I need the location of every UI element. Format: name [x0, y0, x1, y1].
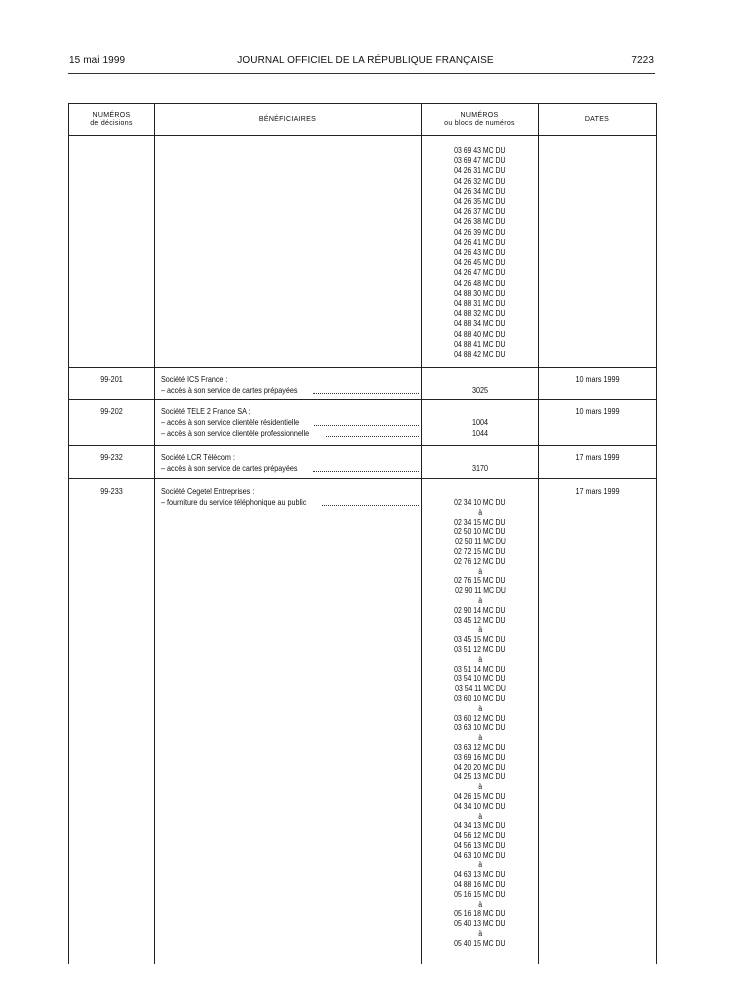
- decision-date: 10 mars 1999: [575, 375, 620, 384]
- header-numeros-line2: ou blocs de numéros: [444, 119, 515, 127]
- number-entry: à: [478, 566, 482, 576]
- row-divider: [69, 399, 656, 400]
- number-entry: à: [478, 899, 482, 909]
- number-entry: 04 88 32 MC DU: [454, 309, 506, 319]
- number-entry: 03 69 16 MC DU: [454, 752, 506, 762]
- header-date: 15 mai 1999: [69, 55, 126, 66]
- header-decisions-line1: NUMÉROS: [92, 111, 131, 119]
- leader-dots: [313, 393, 419, 394]
- number-entry: 03 60 12 MC DU: [454, 713, 506, 723]
- number-entry: 04 26 15 MC DU: [454, 791, 506, 801]
- column-divider: [154, 104, 155, 964]
- number-value-text: 1004: [471, 418, 489, 427]
- number-entry: à: [478, 595, 482, 605]
- service-line: [161, 463, 419, 474]
- number-entry: 03 51 12 MC DU: [454, 644, 506, 654]
- number-entry: 04 26 31 MC DU: [454, 166, 506, 176]
- header-rule-bottom: [69, 135, 656, 136]
- number-entry: 04 63 13 MC DU: [454, 870, 506, 880]
- number-entry: à: [478, 733, 482, 743]
- company-name: Société Cegetel Entreprises :: [161, 487, 255, 496]
- number-entry: 02 34 10 MC DU: [454, 498, 506, 507]
- number-entry: 04 26 47 MC DU: [454, 268, 506, 278]
- number-entry: 02 50 10 MC DU: [454, 527, 506, 537]
- beneficiary-block: [161, 374, 419, 396]
- number-entry: 04 26 45 MC DU: [454, 258, 506, 268]
- service-line-text: – accès à son service de cartes prépayées: [161, 386, 298, 395]
- row-divider: [69, 367, 656, 368]
- beneficiary-block: [161, 486, 419, 508]
- number-entry: 03 51 14 MC DU: [454, 664, 506, 674]
- number-entry: 04 88 40 MC DU: [454, 329, 506, 339]
- number-entry: 03 63 10 MC DU: [454, 723, 506, 733]
- number-entry: à: [478, 654, 482, 664]
- decision-number: 99-201: [100, 375, 123, 384]
- number-entry: 02 50 11 MC DU: [454, 537, 506, 547]
- number-entry: 03 69 47 MC DU: [454, 156, 506, 166]
- number-entry: 04 56 12 MC DU: [454, 831, 506, 841]
- number-entry: à: [478, 703, 482, 713]
- number-entry: 02 76 12 MC DU: [454, 556, 506, 566]
- number-entry: 02 90 14 MC DU: [454, 605, 506, 615]
- header-decisions: [69, 104, 154, 135]
- header-dates-label: DATES: [584, 115, 610, 123]
- number-entry: 04 26 43 MC DU: [454, 248, 506, 258]
- header-numeros: [421, 104, 538, 135]
- service-line: [161, 428, 419, 439]
- service-line: [161, 385, 419, 396]
- beneficiary-block: [161, 452, 419, 474]
- header-dates: [538, 104, 656, 135]
- number-entry: 04 34 13 MC DU: [454, 821, 506, 831]
- number-entry: 04 88 41 MC DU: [454, 339, 506, 349]
- number-entry: 04 26 48 MC DU: [454, 278, 506, 288]
- journal-title: JOURNAL OFFICIEL DE LA RÉPUBLIQUE FRANÇAISE: [237, 55, 494, 66]
- number-entry: 03 60 10 MC DU: [454, 693, 506, 703]
- header-numeros-line1: NUMÉROS: [460, 111, 499, 119]
- company-name: Société ICS France :: [161, 375, 228, 384]
- number-entry: 04 25 13 MC DU: [454, 772, 506, 782]
- number-entry: 03 63 12 MC DU: [454, 742, 506, 752]
- number-value-text: 3025: [471, 386, 489, 395]
- number-entry: 04 26 34 MC DU: [454, 186, 506, 196]
- number-entry: 04 88 30 MC DU: [454, 288, 506, 298]
- decision-number: 99-233: [100, 487, 123, 496]
- number-entry: 04 63 10 MC DU: [454, 850, 506, 860]
- continued-numbers: [421, 146, 539, 360]
- leader-dots: [326, 436, 419, 437]
- decision-date: 17 mars 1999: [575, 487, 620, 496]
- row-divider: [69, 445, 656, 446]
- leader-dots: [313, 471, 419, 472]
- number-entry: 04 26 38 MC DU: [454, 217, 506, 227]
- number-entry: à: [478, 929, 482, 939]
- number-entry: 04 88 42 MC DU: [454, 350, 506, 360]
- service-line-text: – accès à son service clientèle professionnelle: [161, 429, 310, 438]
- number-entry: 02 76 15 MC DU: [454, 576, 506, 586]
- page-number: 7223: [631, 55, 654, 66]
- service-line-text: – accès à son service de cartes prépayées: [161, 464, 298, 473]
- number-entry: 04 26 35 MC DU: [454, 197, 506, 207]
- service-line: [161, 417, 419, 428]
- number-entry: 03 54 11 MC DU: [454, 684, 506, 694]
- number-value: [421, 463, 539, 474]
- number-entry: 02 90 11 MC DU: [454, 586, 506, 596]
- number-entry: 04 20 20 MC DU: [454, 762, 506, 772]
- number-entry: à: [478, 625, 482, 635]
- number-value: [421, 417, 539, 439]
- number-value-text: 3170: [471, 464, 489, 473]
- header-beneficiaires-label: BÉNÉFICIAIRES: [258, 115, 317, 123]
- number-entry: à: [478, 507, 482, 517]
- number-entry: à: [478, 811, 482, 821]
- decision-number: 99-232: [100, 453, 123, 462]
- number-entry: 03 45 12 MC DU: [454, 615, 506, 625]
- decision-date: 10 mars 1999: [575, 407, 620, 416]
- number-entry: 05 16 18 MC DU: [454, 909, 506, 919]
- cegetel-numbers: [421, 498, 539, 949]
- number-entry: 05 40 13 MC DU: [454, 919, 506, 929]
- number-value: [421, 385, 539, 396]
- company-name: Société LCR Télécom :: [161, 453, 235, 462]
- number-entry: 04 26 37 MC DU: [454, 207, 506, 217]
- number-entry: à: [478, 860, 482, 870]
- company-name: Société TELE 2 France SA :: [161, 407, 251, 416]
- service-line-text: – fourniture du service téléphonique au public: [161, 498, 307, 507]
- number-entry: 04 88 16 MC DU: [454, 880, 506, 890]
- number-entry: 04 88 31 MC DU: [454, 299, 506, 309]
- decisions-table: [68, 103, 657, 964]
- header-decisions-line2: de décisions: [90, 119, 133, 127]
- number-entry: 04 26 41 MC DU: [454, 237, 506, 247]
- decision-number: 99-202: [100, 407, 123, 416]
- number-entry: 02 34 15 MC DU: [454, 517, 506, 527]
- header-rule: [68, 73, 655, 74]
- service-line-text: – accès à son service clientèle résidentielle: [161, 418, 300, 427]
- leader-dots: [322, 505, 419, 506]
- service-line: [161, 497, 419, 508]
- number-entry: 05 40 15 MC DU: [454, 938, 506, 948]
- number-entry: 02 72 15 MC DU: [454, 546, 506, 556]
- decision-date: 17 mars 1999: [575, 453, 620, 462]
- number-entry: 03 69 43 MC DU: [454, 146, 506, 155]
- number-entry: 04 26 32 MC DU: [454, 176, 506, 186]
- row-divider: [69, 478, 656, 479]
- number-entry: 03 54 10 MC DU: [454, 674, 506, 684]
- number-entry: 04 34 10 MC DU: [454, 801, 506, 811]
- leader-dots: [314, 425, 419, 426]
- number-entry: 04 88 34 MC DU: [454, 319, 506, 329]
- number-entry: 03 45 15 MC DU: [454, 635, 506, 645]
- number-entry: à: [478, 782, 482, 792]
- number-entry: 05 16 15 MC DU: [454, 889, 506, 899]
- header-beneficiaires: [154, 104, 421, 135]
- number-value-text: 1044: [471, 429, 489, 438]
- number-entry: 04 56 13 MC DU: [454, 840, 506, 850]
- beneficiary-block: [161, 406, 419, 439]
- number-entry: 04 26 39 MC DU: [454, 227, 506, 237]
